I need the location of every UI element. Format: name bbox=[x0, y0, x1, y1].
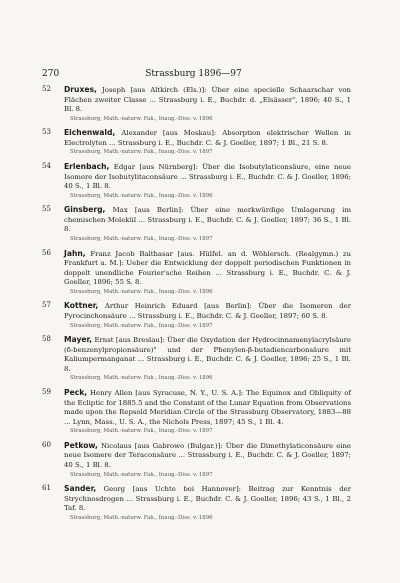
entry-number: 60 bbox=[42, 440, 51, 449]
author-surname: Erlenbach, bbox=[64, 161, 110, 171]
bibliography-entry bbox=[42, 388, 351, 435]
entry-note: Strassburg, Math.-naturw. Fak., Inaug.-Diss. v. 1896 bbox=[70, 115, 213, 122]
author-surname: Peck, bbox=[64, 387, 88, 397]
entry-list bbox=[42, 85, 351, 527]
author-surname: Petkow, bbox=[64, 440, 98, 450]
entry-number: 61 bbox=[42, 484, 51, 493]
author-surname: Jahn, bbox=[64, 248, 86, 258]
author-surname: Kottner, bbox=[64, 301, 99, 311]
entry-note: Strassburg, Math.-naturw. Fak., Inaug.-Diss. v. 1896 bbox=[70, 288, 213, 295]
bibliography-entry bbox=[42, 128, 351, 156]
author-surname: Mayer, bbox=[64, 335, 93, 345]
entry-number: 58 bbox=[42, 335, 51, 344]
bibliography-entry bbox=[42, 162, 351, 200]
bibliography-entry bbox=[42, 205, 351, 243]
entry-number: 52 bbox=[42, 85, 51, 93]
entry-text bbox=[64, 205, 351, 235]
author-surname: Druxes, bbox=[64, 85, 97, 94]
entry-text bbox=[64, 335, 351, 374]
page-header bbox=[42, 69, 345, 81]
entry-description: Alexander [aus Moskau]: Absorption elektrischer Wellen in Electrolyten ... Strassburg i. E., Buchdr. C. & J. Goeller, 1897; 1 Bl., 21 S. 8. bbox=[64, 129, 351, 147]
entry-description: Henry Allen [aus Syracuse, N. Y., U. S. A.]: The Equinox and Obliquity of the Ecliptic for 1885.5 and the Constant of the Lunar Equation from Observations made upon the Repsold Meridian Circle of the Strassburg Observatory, 1883—88 ... Lynn, Mass., U. S. A., the Nichols Press, 1897; 45 S., 1 Bl. 4. bbox=[64, 388, 351, 426]
entry-text bbox=[64, 162, 351, 192]
bibliography-entry bbox=[42, 441, 351, 479]
bibliography-entry bbox=[42, 484, 351, 522]
entry-description: Arthur Heinrich Eduard [aus Berlin]: Über die Isomeren der Pyrocinchonsäure ... Strassburg i. E., Buchdr. C. & J. Goeller, 1897; 60 S. 8. bbox=[64, 302, 351, 320]
bibliography-entry bbox=[42, 301, 351, 329]
entry-text bbox=[64, 484, 351, 514]
entry-number: 53 bbox=[42, 128, 51, 137]
entry-description: Max [aus Berlin]: Über eine merkwürdige Umlagerung im chemischen Molekül ... Strassburg i. E., Buchdr. C. & J. Goeller, 1897; 36 S., 1 Bl. 8. bbox=[64, 206, 351, 234]
entry-note: Strassburg, Math.-naturw. Fak., Inaug.-Diss. v. 1896 bbox=[70, 375, 213, 382]
entry-number: 55 bbox=[42, 205, 51, 214]
entry-text bbox=[64, 128, 351, 148]
entry-number: 59 bbox=[42, 387, 51, 396]
entry-number: 56 bbox=[42, 248, 51, 257]
entry-note: Strassburg, Math.-naturw. Fak., Inaug.-Diss. v. 1897 bbox=[70, 236, 213, 243]
author-surname: Eichenwald, bbox=[64, 128, 116, 138]
running-title: Strassburg 1896—97 bbox=[145, 69, 242, 79]
entry-note: Strassburg, Math.-naturw. Fak., Inaug.-Diss. v. 1897 bbox=[70, 322, 213, 329]
bibliography-entry bbox=[42, 85, 351, 123]
entry-description: Franz Jacob Balthasar [aus. Hülfel. an d. Wöhlersch. (Realgymn.) zu Frankfurt a. M.]: Ueber die Entwicklung der doppelt periodischen Funktionen in doppelt unendliche Fourier'sche Reihen ... Strassburg i. E., Buchdr. C. & J. Goeller, 1896; 55 S. 8. bbox=[64, 249, 351, 287]
page-number: 270 bbox=[42, 69, 60, 79]
entry-number: 57 bbox=[42, 301, 51, 310]
bibliography-entry bbox=[42, 249, 351, 296]
entry-number: 54 bbox=[42, 161, 51, 170]
entry-note: Strassburg, Math.-naturw. Fak., Inaug.-Diss. v. 1897 bbox=[70, 149, 213, 156]
entry-text bbox=[64, 85, 351, 115]
entry-description: Joseph [aus Altkirch (Els.)]: Über eine specielle Schaarschar von Flächen zweiter Classe ... Strassburg i. E., Buchdr. d. „Elsässer", 1896; 40 S., 1 Bl. 8. bbox=[64, 86, 351, 114]
entry-description: Ernst [aus Breslau]: Über die Oxydation der Hydrocinnamenylacrylsäure (δ-benzenylpropionsäure)" und der Phenylen-β-butadiencarbonsäure mit Kaliumpermanganat ... Strassburg i. E., Buchdr. C. & J. Goeller, 1896; 25 S., 1 Bl. 8. bbox=[64, 336, 351, 373]
entry-note: Strassburg, Math.-naturw. Fak., Inaug.-Diss. v. 1896 bbox=[70, 514, 213, 521]
entry-text bbox=[64, 301, 351, 321]
entry-note: Strassburg, Math.-naturw. Fak., Inaug.-Diss. v. 1897 bbox=[70, 471, 213, 478]
entry-text bbox=[64, 388, 351, 427]
bibliography-entry bbox=[42, 335, 351, 382]
entry-description: Georg [aus Uchte bei Hannover]: Beitrag zur Kenntnis der Strychnosdrogen ... Strassburg i. E., Buchdr. C. & J. Goeller, 1896; 43 S., 1 Bl., 2 Taf. 8. bbox=[64, 485, 351, 513]
entry-description: Edgar [aus Nürnberg]: Über die Isobutylaticonsäure, eine neue Isomere der Isobutylitaconsäure ... Strassburg i. E., Buchdr. C. & J. Goeller, 1896; 40 S., 1 Bl. 8. bbox=[64, 162, 351, 191]
entry-note: Strassburg, Math.-naturw. Fak., Inaug.-Diss. v. 1897 bbox=[70, 428, 213, 435]
author-surname: Ginsberg, bbox=[64, 205, 106, 215]
author-surname: Sander, bbox=[64, 484, 97, 494]
entry-text bbox=[64, 441, 351, 471]
entry-note: Strassburg, Math.-naturw. Fak., Inaug.-Diss. v. 1896 bbox=[70, 192, 213, 199]
entry-text bbox=[64, 249, 351, 288]
entry-description: Nicolaus [aus Gabrowo (Bulgar.)]: Über die Dimethylaticonsäure eine neue Isomere der Teraconsäure ... Strassburg i. E., Buchdr. C. & J. Goeller, 1897; 40 S., 1 Bl. 8. bbox=[64, 441, 351, 470]
